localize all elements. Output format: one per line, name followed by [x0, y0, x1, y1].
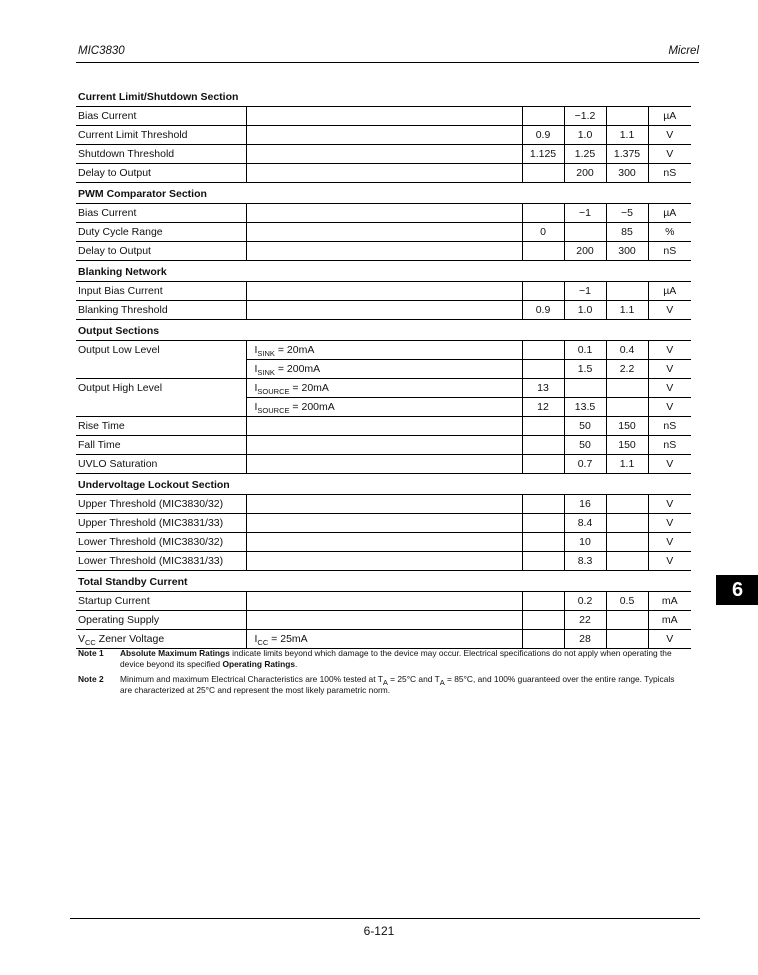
min-cell: [522, 611, 564, 630]
min-cell: 0.9: [522, 126, 564, 145]
typ-cell: 200: [564, 242, 606, 261]
typ-cell: 10: [564, 533, 606, 552]
typ-cell: 1.0: [564, 126, 606, 145]
max-cell: [606, 379, 648, 398]
unit-cell: %: [648, 223, 691, 242]
typ-cell: 8.4: [564, 514, 606, 533]
table-row: [76, 360, 691, 379]
unit-cell: V: [648, 533, 691, 552]
min-cell: 0: [522, 223, 564, 242]
max-cell: 0.5: [606, 592, 648, 611]
condition-cell: [246, 455, 522, 474]
max-cell: 1.1: [606, 301, 648, 320]
unit-cell: mA: [648, 611, 691, 630]
typ-cell: 8.3: [564, 552, 606, 571]
unit-cell: V: [648, 301, 691, 320]
table-row: [76, 379, 691, 398]
parameter-cell: Bias Current: [76, 204, 246, 223]
condition-cell: [246, 301, 522, 320]
parameter-cell: Fall Time: [76, 436, 246, 455]
min-cell: [522, 164, 564, 183]
condition-cell: $I_{SINK} = 200mA$: [246, 360, 522, 379]
typ-cell: 0.2: [564, 592, 606, 611]
typ-cell: 28: [564, 630, 606, 649]
table-row: [76, 514, 691, 533]
condition-cell: [246, 611, 522, 630]
min-cell: [522, 495, 564, 514]
parameter-cell: Output High Level: [76, 379, 246, 398]
parameter-cell: Duty Cycle Range: [76, 223, 246, 242]
section-tab: 6: [716, 575, 758, 605]
max-cell: 0.4: [606, 341, 648, 360]
typ-cell: [564, 379, 606, 398]
min-cell: 12: [522, 398, 564, 417]
note-2-label: Note 2: [78, 674, 104, 684]
max-cell: [606, 398, 648, 417]
table-row: [76, 436, 691, 455]
unit-cell: nS: [648, 417, 691, 436]
parameter-cell: Blanking Threshold: [76, 301, 246, 320]
typ-cell: 1.25: [564, 145, 606, 164]
unit-cell: V: [648, 495, 691, 514]
max-cell: [606, 282, 648, 301]
parameter-cell: Delay to Output: [76, 242, 246, 261]
table-row: [76, 145, 691, 164]
condition-cell: [246, 242, 522, 261]
table-row: [76, 341, 691, 360]
min-cell: [522, 455, 564, 474]
min-cell: [522, 107, 564, 126]
unit-cell: µA: [648, 204, 691, 223]
typ-cell: 1.0: [564, 301, 606, 320]
parameter-cell: Input Bias Current: [76, 282, 246, 301]
max-cell: 2.2: [606, 360, 648, 379]
table-row: [76, 495, 691, 514]
condition-cell: [246, 223, 522, 242]
header-rule: [76, 62, 699, 63]
condition-cell: [246, 417, 522, 436]
table-row: [76, 533, 691, 552]
section-title: Current Limit/Shutdown Section: [76, 86, 691, 107]
min-cell: [522, 204, 564, 223]
typ-cell: 50: [564, 436, 606, 455]
condition-cell: [246, 436, 522, 455]
footer-rule: [70, 918, 700, 919]
condition-cell: [246, 164, 522, 183]
parameter-cell: Upper Threshold (MIC3830/32): [76, 495, 246, 514]
section-header-row: [76, 474, 691, 495]
header-company: Micrel: [668, 45, 699, 57]
condition-cell: [246, 126, 522, 145]
min-cell: 1.125: [522, 145, 564, 164]
condition-cell: [246, 514, 522, 533]
unit-cell: V: [648, 341, 691, 360]
unit-cell: V: [648, 360, 691, 379]
typ-cell: −1: [564, 204, 606, 223]
table-row: [76, 592, 691, 611]
condition-cell: $I_{SINK} = 20mA$: [246, 341, 522, 360]
condition-cell: [246, 533, 522, 552]
parameter-cell: Output Low Level: [76, 341, 246, 360]
condition-cell: [246, 204, 522, 223]
parameter-cell: UVLO Saturation: [76, 455, 246, 474]
table-row: [76, 611, 691, 630]
typ-cell: −1: [564, 282, 606, 301]
note-2-text: Minimum and maximum Electrical Characteristics are 100% tested at $T_A = 25^\circ C$ and $T_A = 85^\circ C$, and 100% guaranteed over the entire range. Typicals are characterized at 25°C and represent the most likely parametric norm.: [120, 674, 675, 695]
condition-cell: $I_{SOURCE} = 20mA$: [246, 379, 522, 398]
condition-cell: $I_{SOURCE} = 200mA$: [246, 398, 522, 417]
unit-cell: V: [648, 455, 691, 474]
unit-cell: V: [648, 398, 691, 417]
typ-cell: [564, 223, 606, 242]
min-cell: [522, 514, 564, 533]
unit-cell: V: [648, 126, 691, 145]
parameter-cell: Rise Time: [76, 417, 246, 436]
section-header-row: [76, 183, 691, 204]
max-cell: 300: [606, 164, 648, 183]
typ-cell: 1.5: [564, 360, 606, 379]
min-cell: [522, 360, 564, 379]
note-1-label: Note 1: [78, 648, 104, 658]
max-cell: 300: [606, 242, 648, 261]
parameter-cell: Current Limit Threshold: [76, 126, 246, 145]
typ-cell: 13.5: [564, 398, 606, 417]
table-row: [76, 204, 691, 223]
unit-cell: V: [648, 379, 691, 398]
unit-cell: V: [648, 145, 691, 164]
note-2: [78, 674, 688, 696]
min-cell: [522, 592, 564, 611]
unit-cell: nS: [648, 164, 691, 183]
typ-cell: 16: [564, 495, 606, 514]
condition-cell: $I_{CC} = 25mA$: [246, 630, 522, 649]
typ-cell: 22: [564, 611, 606, 630]
parameter-cell: Lower Threshold (MIC3831/33): [76, 552, 246, 571]
parameter-cell: $V_{CC}$ Zener Voltage: [76, 630, 246, 649]
notes: [78, 648, 688, 700]
section-title: PWM Comparator Section: [76, 183, 691, 204]
max-cell: [606, 107, 648, 126]
min-cell: [522, 533, 564, 552]
max-cell: [606, 552, 648, 571]
parameter-cell: Operating Supply: [76, 611, 246, 630]
note-1-text: Absolute Maximum Ratings indicate limits beyond which damage to the device may occur. Electrical specifications do not apply when operating the device beyond its specified Operating Ratings.: [120, 648, 672, 669]
typ-cell: 0.7: [564, 455, 606, 474]
unit-cell: V: [648, 514, 691, 533]
max-cell: 1.1: [606, 455, 648, 474]
min-cell: [522, 630, 564, 649]
table-row: [76, 242, 691, 261]
min-cell: [522, 552, 564, 571]
typ-cell: 0.1: [564, 341, 606, 360]
parameter-cell: Upper Threshold (MIC3831/33): [76, 514, 246, 533]
note-1: [78, 648, 688, 670]
section-header-row: [76, 571, 691, 592]
section-title: Output Sections: [76, 320, 691, 341]
condition-cell: [246, 107, 522, 126]
unit-cell: µA: [648, 282, 691, 301]
typ-cell: 50: [564, 417, 606, 436]
section-header-row: [76, 86, 691, 107]
typ-cell: −1.2: [564, 107, 606, 126]
min-cell: 13: [522, 379, 564, 398]
unit-cell: V: [648, 630, 691, 649]
min-cell: 0.9: [522, 301, 564, 320]
electrical-characteristics-table: [76, 86, 691, 649]
min-cell: [522, 341, 564, 360]
table-row: [76, 126, 691, 145]
parameter-cell: Delay to Output: [76, 164, 246, 183]
max-cell: [606, 533, 648, 552]
max-cell: [606, 611, 648, 630]
unit-cell: V: [648, 552, 691, 571]
min-cell: [522, 417, 564, 436]
unit-cell: µA: [648, 107, 691, 126]
parameter-cell: Lower Threshold (MIC3830/32): [76, 533, 246, 552]
section-title: Undervoltage Lockout Section: [76, 474, 691, 495]
max-cell: −5: [606, 204, 648, 223]
section-title: Blanking Network: [76, 261, 691, 282]
condition-cell: [246, 145, 522, 164]
table-row: [76, 223, 691, 242]
table-row: [76, 417, 691, 436]
condition-cell: [246, 282, 522, 301]
max-cell: [606, 514, 648, 533]
table-row: [76, 398, 691, 417]
max-cell: [606, 495, 648, 514]
condition-cell: [246, 495, 522, 514]
max-cell: 150: [606, 417, 648, 436]
max-cell: 85: [606, 223, 648, 242]
table-row: [76, 282, 691, 301]
unit-cell: mA: [648, 592, 691, 611]
max-cell: [606, 630, 648, 649]
max-cell: 1.1: [606, 126, 648, 145]
section-title: Total Standby Current: [76, 571, 691, 592]
max-cell: 1.375: [606, 145, 648, 164]
typ-cell: 200: [564, 164, 606, 183]
condition-cell: [246, 592, 522, 611]
min-cell: [522, 242, 564, 261]
page-number: 6-121: [363, 924, 395, 938]
max-cell: 150: [606, 436, 648, 455]
min-cell: [522, 436, 564, 455]
unit-cell: nS: [648, 242, 691, 261]
condition-cell: [246, 552, 522, 571]
table-row: [76, 301, 691, 320]
unit-cell: nS: [648, 436, 691, 455]
section-header-row: [76, 261, 691, 282]
table-row: [76, 455, 691, 474]
parameter-cell: Bias Current: [76, 107, 246, 126]
parameter-cell: Shutdown Threshold: [76, 145, 246, 164]
table-row: [76, 630, 691, 649]
header-part-number: MIC3830: [78, 45, 125, 57]
section-header-row: [76, 320, 691, 341]
table-row: [76, 107, 691, 126]
parameter-cell: [76, 360, 246, 379]
table-row: [76, 552, 691, 571]
parameter-cell: [76, 398, 246, 417]
min-cell: [522, 282, 564, 301]
parameter-cell: Startup Current: [76, 592, 246, 611]
table-row: [76, 164, 691, 183]
